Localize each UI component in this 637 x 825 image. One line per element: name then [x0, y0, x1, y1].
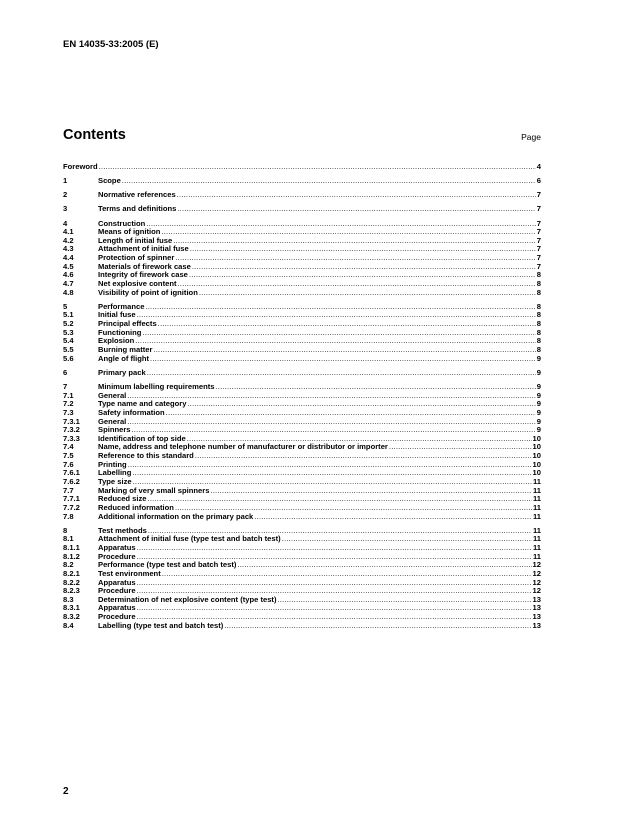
toc-entry-page: 8: [536, 346, 541, 355]
toc-dot-leader: [215, 383, 535, 392]
toc-dot-leader: [148, 495, 532, 504]
toc-entry-title: Net explosive content: [98, 280, 177, 289]
toc-entry-page: 7: [536, 228, 541, 237]
toc-entry[interactable]: [63, 383, 541, 392]
toc-dot-leader: [137, 544, 532, 553]
toc-entry-number: 8: [63, 526, 68, 535]
toc-entry-title: Reduced information: [98, 503, 174, 512]
toc-entry[interactable]: [63, 461, 541, 470]
toc-entry[interactable]: [63, 553, 541, 562]
toc-dot-leader: [173, 237, 536, 246]
toc-entry-page: 9: [536, 354, 541, 363]
toc-entry-title: Visibility of point of ignition: [98, 288, 198, 297]
toc-entry[interactable]: [63, 346, 541, 355]
toc-entry-title: Type name and category: [98, 400, 187, 409]
toc-entry[interactable]: [63, 513, 541, 522]
toc-entry-number: 8.2.3: [63, 587, 80, 596]
toc-entry[interactable]: [63, 177, 541, 186]
toc-entry-number: 7.8: [63, 512, 74, 521]
toc-entry[interactable]: [63, 495, 541, 504]
toc-entry-page: 8: [536, 280, 541, 289]
toc-entry-number: 7.7: [63, 486, 74, 495]
toc-entry-title: Principal effects: [98, 320, 157, 329]
toc-dot-leader: [122, 177, 536, 186]
toc-dot-leader: [254, 513, 532, 522]
contents-heading: Contents: [63, 127, 126, 143]
toc-entry-title: Marking of very small spinners: [98, 486, 210, 495]
toc-entry-page: 8: [536, 302, 541, 311]
toc-entry-title: Reference to this standard: [98, 452, 194, 461]
toc-entry-title: Procedure: [98, 587, 136, 596]
toc-entry-number: 7.7.2: [63, 503, 80, 512]
toc-dot-leader: [137, 553, 532, 562]
toc-entry[interactable]: [63, 469, 541, 478]
toc-entry-title: Terms and definitions: [98, 205, 177, 214]
toc-entry-page: 8: [536, 328, 541, 337]
toc-entry-page: 11: [532, 543, 541, 552]
toc-entry-number: 5.3: [63, 328, 74, 337]
toc-entry[interactable]: [63, 392, 541, 401]
toc-entry-page: 12: [532, 561, 541, 570]
toc-dot-leader: [146, 220, 536, 229]
toc-dot-leader: [175, 254, 535, 263]
toc-entry-number: 4.7: [63, 280, 74, 289]
toc-dot-leader: [132, 426, 536, 435]
toc-entry-number: 7.4: [63, 443, 74, 452]
toc-entry-title: Printing: [98, 460, 127, 469]
toc-entry-page: 13: [532, 613, 541, 622]
toc-entry-title: Integrity of firework case: [98, 271, 188, 280]
toc-entry-number: 7.3.3: [63, 434, 80, 443]
toc-dot-leader: [148, 527, 532, 536]
toc-entry-page: 7: [536, 245, 541, 254]
table-of-contents: [63, 163, 541, 630]
toc-entry-number: 5: [63, 302, 68, 311]
toc-entry-page: 12: [532, 587, 541, 596]
toc-entry-number: 4.2: [63, 236, 74, 245]
toc-entry-title: Materials of firework case: [98, 262, 191, 271]
toc-entry[interactable]: [63, 329, 541, 338]
toc-entry-number: 5.6: [63, 354, 74, 363]
toc-entry-number: 8.3: [63, 595, 74, 604]
toc-entry[interactable]: [63, 254, 541, 263]
toc-entry-page: 11: [532, 526, 541, 535]
toc-entry[interactable]: [63, 355, 541, 364]
toc-entry-title: Performance (type test and batch test): [98, 561, 237, 570]
toc-entry-number: 7.7.1: [63, 495, 80, 504]
toc-entry-number: 7.5: [63, 452, 74, 461]
toc-entry-title: Identification of top side: [98, 434, 186, 443]
toc-entry-title: Minimum labelling requirements: [98, 382, 215, 391]
toc-entry-number: 4.5: [63, 262, 74, 271]
toc-entry-page: 13: [532, 604, 541, 613]
toc-entry[interactable]: [63, 245, 541, 254]
toc-entry[interactable]: [63, 596, 541, 605]
toc-entry[interactable]: [63, 587, 541, 596]
toc-entry-number: 5.5: [63, 346, 74, 355]
toc-entry-number: 4.8: [63, 288, 74, 297]
toc-entry[interactable]: [63, 435, 541, 444]
toc-entry-page: 8: [536, 320, 541, 329]
toc-entry-number: 7.1: [63, 391, 74, 400]
toc-entry[interactable]: [63, 271, 541, 280]
toc-entry-number: 7: [63, 382, 68, 391]
toc-entry-title: Type size: [98, 478, 132, 486]
toc-entry-page: 12: [532, 578, 541, 587]
toc-dot-leader: [128, 461, 532, 470]
toc-entry-title: Angle of flight: [98, 354, 150, 363]
toc-entry-page: 10: [532, 443, 541, 452]
toc-entry[interactable]: [63, 544, 541, 553]
toc-entry-number: 8.1.2: [63, 552, 80, 561]
toc-entry[interactable]: [63, 163, 541, 172]
toc-entry[interactable]: [63, 191, 541, 200]
toc-entry-title: Test environment: [98, 569, 161, 578]
toc-dot-leader: [145, 303, 535, 312]
toc-entry-number: 7.2: [63, 400, 74, 409]
toc-entry-title: General: [98, 391, 127, 400]
toc-dot-leader: [237, 561, 531, 570]
toc-dot-leader: [153, 346, 535, 355]
toc-entry-page: 6: [536, 177, 541, 186]
toc-entry-title: Attachment of initial fuse (type test and batch test): [98, 535, 281, 544]
toc-entry[interactable]: [63, 311, 541, 320]
toc-entry-number: 6: [63, 368, 68, 377]
toc-entry-number: 5.1: [63, 311, 74, 320]
toc-entry-number: 7.6: [63, 460, 74, 469]
toc-entry[interactable]: [63, 535, 541, 544]
toc-entry-title: Protection of spinner: [98, 254, 175, 263]
toc-entry-title: Safety information: [98, 408, 165, 417]
toc-entry[interactable]: [63, 369, 541, 378]
toc-entry[interactable]: [63, 579, 541, 588]
toc-dot-leader: [133, 478, 532, 487]
toc-entry[interactable]: [63, 478, 541, 487]
toc-entry-page: 11: [532, 535, 541, 544]
toc-entry[interactable]: [63, 320, 541, 329]
toc-entry-page: 12: [532, 569, 541, 578]
toc-dot-leader: [137, 579, 532, 588]
toc-entry-number: 5.4: [63, 337, 74, 346]
toc-entry-page: 8: [536, 288, 541, 297]
toc-entry-number: 4.3: [63, 245, 74, 254]
toc-dot-leader: [137, 587, 532, 596]
toc-entry-title: Functioning: [98, 328, 142, 337]
page-number: 2: [63, 786, 69, 797]
toc-entry[interactable]: [63, 622, 541, 631]
toc-dot-leader: [127, 392, 535, 401]
toc-dot-leader: [147, 369, 536, 378]
toc-entry-title: Determination of net explosive content (type test): [98, 595, 277, 604]
toc-entry-page: 9: [536, 417, 541, 426]
toc-dot-leader: [162, 570, 532, 579]
toc-entry[interactable]: [63, 237, 541, 246]
toc-entry-title: Burning matter: [98, 346, 153, 355]
toc-entry-title: Apparatus: [98, 543, 136, 552]
toc-dot-leader: [178, 280, 536, 289]
toc-entry-number: 5.2: [63, 320, 74, 329]
toc-entry-title: Reduced size: [98, 495, 147, 504]
toc-dot-leader: [199, 289, 536, 298]
toc-entry-number: 7.3.2: [63, 426, 80, 435]
toc-dot-leader: [187, 400, 535, 409]
toc-entry[interactable]: [63, 604, 541, 613]
toc-entry-page: 7: [536, 262, 541, 271]
toc-entry-number: 8.1: [63, 535, 74, 544]
toc-dot-leader: [137, 613, 532, 622]
toc-entry[interactable]: [63, 337, 541, 346]
toc-entry-number: 4.4: [63, 254, 74, 263]
toc-entry-title: Apparatus: [98, 604, 136, 613]
toc-entry-page: 7: [536, 219, 541, 228]
toc-entry-title: Explosion: [98, 337, 135, 346]
toc-entry[interactable]: [63, 443, 541, 452]
toc-dot-leader: [166, 409, 536, 418]
toc-entry-title: Initial fuse: [98, 311, 136, 320]
toc-dot-leader: [187, 435, 532, 444]
toc-dot-leader: [132, 469, 531, 478]
toc-entry-page: 13: [532, 595, 541, 604]
toc-entry[interactable]: [63, 426, 541, 435]
toc-entry[interactable]: [63, 303, 541, 312]
toc-dot-leader: [137, 311, 536, 320]
toc-entry-page: 9: [536, 368, 541, 377]
toc-entry-page: 7: [536, 236, 541, 245]
toc-entry[interactable]: [63, 289, 541, 298]
toc-entry[interactable]: [63, 228, 541, 237]
toc-entry-page: 9: [536, 391, 541, 400]
toc-entry[interactable]: [63, 400, 541, 409]
toc-entry-number: 7.6.1: [63, 469, 80, 478]
toc-entry-title: General: [98, 417, 127, 426]
toc-dot-leader: [195, 452, 532, 461]
toc-entry-number: 8.2: [63, 561, 74, 570]
toc-dot-leader: [192, 263, 536, 272]
toc-entry-page: 11: [532, 478, 541, 486]
toc-dot-leader: [177, 191, 536, 200]
toc-entry-page: 9: [536, 400, 541, 409]
toc-entry[interactable]: [63, 409, 541, 418]
toc-entry-page: 11: [532, 495, 541, 504]
toc-dot-leader: [137, 604, 532, 613]
toc-dot-leader: [135, 337, 535, 346]
toc-entry-number: 2: [63, 191, 68, 200]
toc-entry-title: Means of ignition: [98, 228, 161, 237]
toc-dot-leader: [282, 535, 532, 544]
toc-entry-title: Length of initial fuse: [98, 236, 173, 245]
toc-entry-title: Additional information on the primary pack: [98, 512, 254, 521]
toc-entry[interactable]: [63, 205, 541, 214]
toc-entry[interactable]: [63, 561, 541, 570]
toc-entry-page: 10: [532, 434, 541, 443]
toc-entry[interactable]: [63, 263, 541, 272]
page-column-label: Page: [521, 132, 541, 142]
toc-dot-leader: [189, 271, 536, 280]
toc-dot-leader: [99, 163, 536, 172]
document-header-id: EN 14035-33:2005 (E): [63, 39, 159, 50]
toc-entry[interactable]: [63, 220, 541, 229]
toc-dot-leader: [161, 228, 535, 237]
toc-entry-title: Procedure: [98, 552, 136, 561]
toc-dot-leader: [177, 205, 535, 214]
toc-entry-page: 9: [536, 382, 541, 391]
toc-entry-page: 9: [536, 426, 541, 435]
toc-entry-page: 7: [536, 254, 541, 263]
toc-entry-number: 4.1: [63, 228, 74, 237]
toc-entry-title: Scope: [98, 177, 121, 186]
toc-entry-number: 1: [63, 177, 68, 186]
toc-entry[interactable]: [63, 613, 541, 622]
toc-entry-title: Construction: [98, 219, 146, 228]
toc-entry-number: 7.3: [63, 408, 74, 417]
toc-entry[interactable]: [63, 452, 541, 461]
toc-entry[interactable]: [63, 418, 541, 427]
toc-entry-page: 4: [536, 163, 541, 171]
toc-entry-title: Foreword: [63, 163, 98, 171]
toc-entry-page: 7: [536, 205, 541, 214]
toc-entry[interactable]: [63, 280, 541, 289]
toc-entry-title: Procedure: [98, 613, 136, 622]
toc-entry[interactable]: [63, 527, 541, 536]
toc-entry-page: 10: [532, 460, 541, 469]
toc-entry-title: Apparatus: [98, 578, 136, 587]
toc-entry-title: Normative references: [98, 191, 176, 200]
toc-entry-page: 8: [536, 337, 541, 346]
toc-entry-number: 8.4: [63, 621, 74, 630]
toc-entry-number: 8.1.1: [63, 543, 80, 552]
toc-entry-page: 11: [532, 512, 541, 521]
toc-entry-title: Labelling (type test and batch test): [98, 621, 224, 630]
toc-entry-number: 8.2.1: [63, 569, 80, 578]
toc-entry-title: Name, address and telephone number of manufacturer or distributor or importer: [98, 443, 388, 452]
toc-dot-leader: [210, 487, 532, 496]
toc-entry-number: 7.6.2: [63, 478, 80, 486]
toc-entry-page: 10: [532, 469, 541, 478]
toc-entry-page: 11: [532, 503, 541, 512]
toc-dot-leader: [190, 245, 536, 254]
toc-entry-page: 8: [536, 271, 541, 280]
toc-entry-page: 8: [536, 311, 541, 320]
toc-entry-page: 11: [532, 486, 541, 495]
toc-entry-number: 7.3.1: [63, 417, 80, 426]
toc-entry[interactable]: [63, 487, 541, 496]
toc-entry-title: Primary pack: [98, 368, 146, 377]
toc-entry-number: 8.3.1: [63, 604, 80, 613]
toc-entry[interactable]: [63, 570, 541, 579]
toc-entry-title: Test methods: [98, 526, 147, 535]
toc-dot-leader: [389, 443, 532, 452]
toc-entry-number: 8.2.2: [63, 578, 80, 587]
toc-entry-page: 10: [532, 452, 541, 461]
toc-entry-title: Spinners: [98, 426, 131, 435]
toc-entry-page: 13: [532, 621, 541, 630]
toc-entry-number: 4: [63, 219, 68, 228]
toc-entry-page: 7: [536, 191, 541, 200]
toc-dot-leader: [277, 596, 531, 605]
toc-entry-title: Attachment of initial fuse: [98, 245, 189, 254]
toc-entry[interactable]: [63, 504, 541, 513]
toc-entry-number: 3: [63, 205, 68, 214]
toc-entry-number: 8.3.2: [63, 613, 80, 622]
toc-dot-leader: [127, 418, 535, 427]
toc-entry-page: 11: [532, 552, 541, 561]
toc-entry-number: 4.6: [63, 271, 74, 280]
toc-dot-leader: [150, 355, 536, 364]
toc-entry-title: Labelling: [98, 469, 132, 478]
toc-entry-page: 9: [536, 408, 541, 417]
toc-dot-leader: [142, 329, 535, 338]
toc-dot-leader: [224, 622, 531, 631]
toc-dot-leader: [175, 504, 532, 513]
toc-dot-leader: [158, 320, 536, 329]
toc-entry-title: Performance: [98, 302, 145, 311]
